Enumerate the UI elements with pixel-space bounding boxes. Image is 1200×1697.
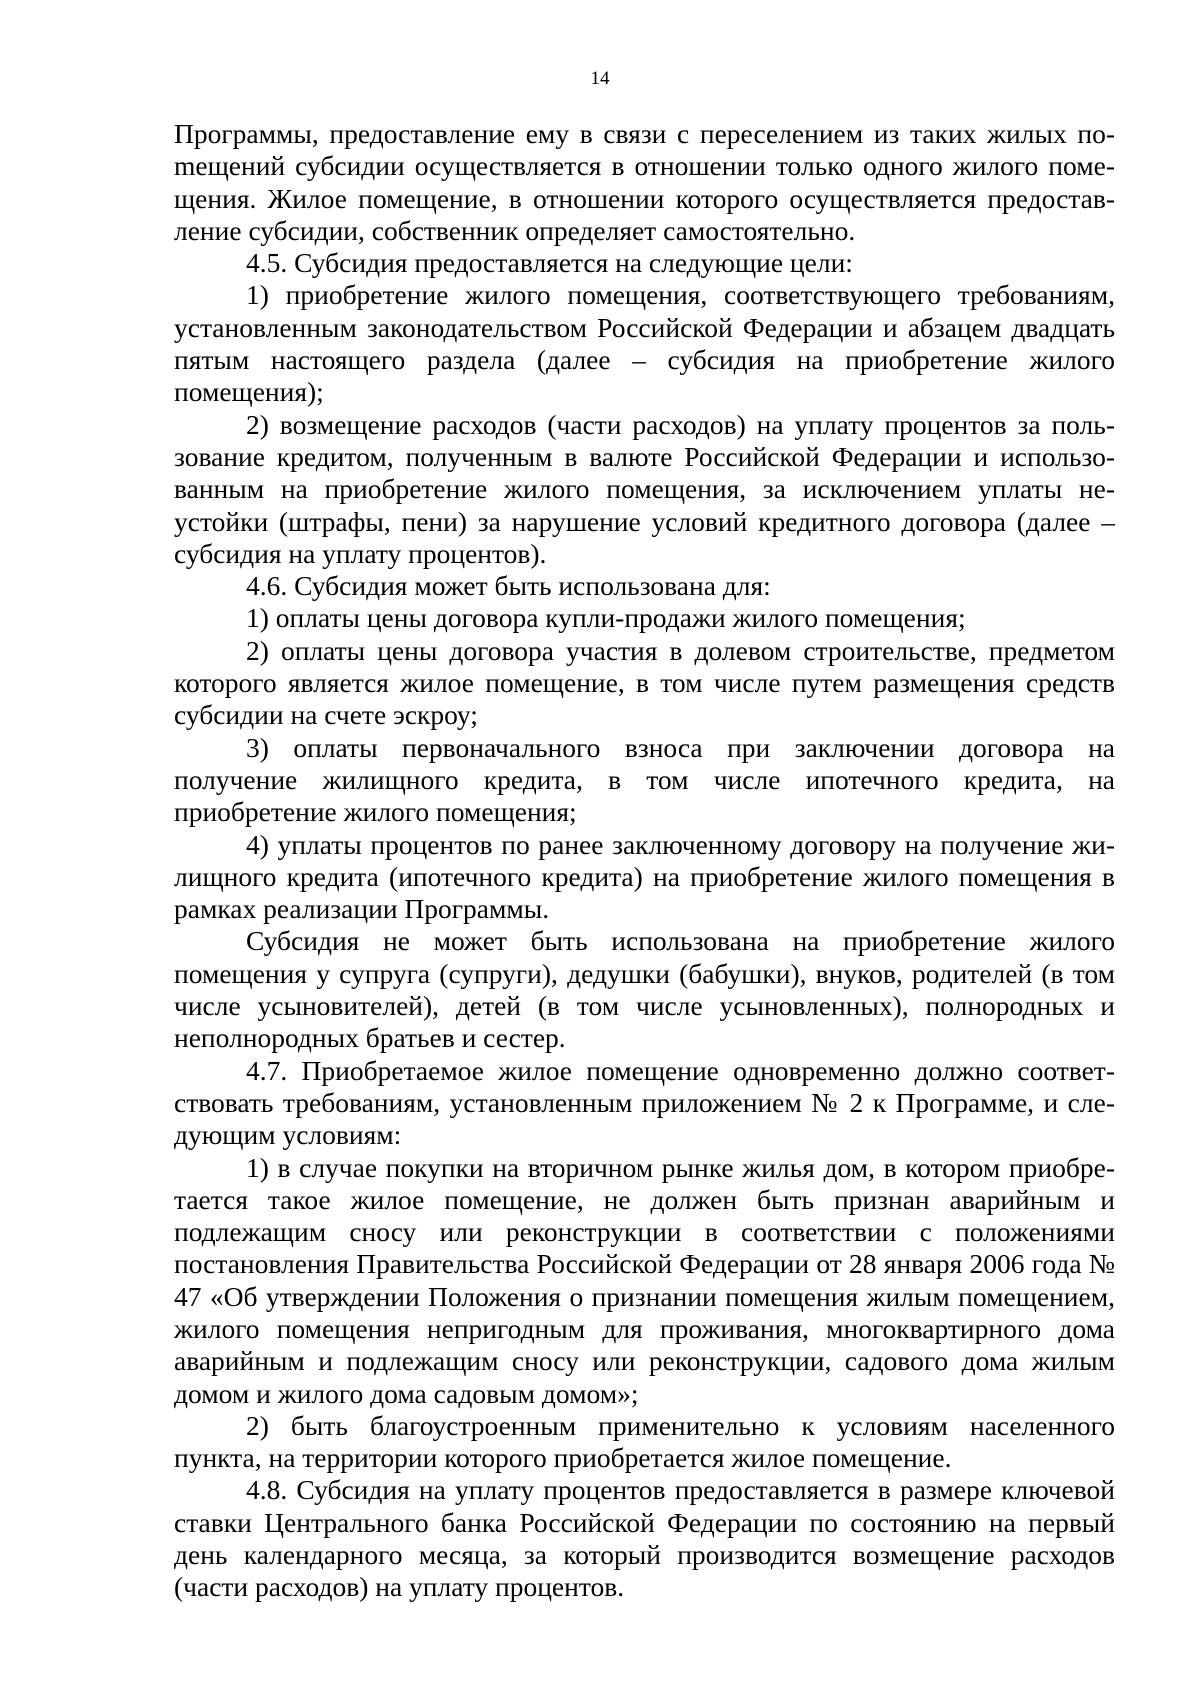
paragraph-clause-4-7: 4.7. Приобретаемое жилое помещение одновременно должно соответствовать требованиям, установленным приложением № 2 к Программе, и следующим условиям: [174, 1054, 1115, 1151]
paragraph-clause-4-7-item-1: 1) в случае покупки на вторичном рынке жилья дом, в котором приобретается такое жилое помещение, не должен быть признан аварийным и подлежащим сносу или реконструкции в соответствии с положениями постановления Правительства Российской Федерации от 28 января 2006 года № 47 «Об утверждении Положения о признании помещения жилым помещением, жилого помещения непригодным для проживания, многоквартирного дома аварийным и подлежащим сносу или реконструкции, садового дома жилым домом и жилого дома садовым домом»; [174, 1151, 1115, 1409]
document-body [174, 118, 1115, 1604]
paragraph-clause-4-5-item-1: 1) приобретение жилого помещения, соответствующего требованиям, установленным законодательством Российской Федерации и абзацем двадцать пятым настоящего раздела (далее – субсидия на приобретение жилого помещения); [174, 279, 1115, 408]
paragraph-clause-4-6-item-4: 4) уплаты процентов по ранее заключенному договору на получение жилищного кредита (ипотечного кредита) на приобретение жилого помещения в рамках реализации Программы. [174, 828, 1115, 925]
paragraph-clause-4-8: 4.8. Субсидия на уплату процентов предоставляется в размере ключевой ставки Центрального банка Российской Федерации по состоянию на первый день календарного месяца, за который производится возмещение расходов (части расходов) на уплату процентов. [174, 1474, 1115, 1603]
page-number: 14 [590, 68, 610, 89]
paragraph-clause-4-6-item-3: 3) оплаты первоначального взноса при заключении договора на получение жилищного кредита, в том числе ипотечного кредита, на приобретение жилого помещения; [174, 731, 1115, 828]
paragraph-continuation: Программы, предоставление ему в связи с переселением из таких жилых поmещений субсидии осуществляется в отношении только одного жилого помещения. Жилое помещение, в отношении которого осуществляется предоставление субсидии, собственник определяет самостоятельно. [174, 118, 1115, 246]
paragraph-clause-4-6-item-2: 2) оплаты цены договора участия в долевом строительстве, предметом которого является жилое помещение, в том числе путем размещения средств субсидии на счете эскроу; [174, 634, 1115, 731]
paragraph-clause-4-6: 4.6. Субсидия может быть использована для: [246, 570, 771, 602]
paragraph-restriction: Субсидия не может быть использована на приобретение жилого помещения у супруга (супруги), дедушки (бабушки), внуков, родителей (в том числе усыновителей), детей (в том числе усыновленных), полнородных и неполнородных братьев и сестер. [174, 925, 1115, 1054]
paragraph-clause-4-6-item-1: 1) оплаты цены договора купли-продажи жилого помещения; [246, 602, 966, 634]
paragraph-clause-4-7-item-2: 2) быть благоустроенным применительно к условиям населенного пункта, на территории которого приобретается жилое помещение. [174, 1409, 1115, 1474]
paragraph-clause-4-5: 4.5. Субсидия предоставляется на следующие цели: [246, 247, 853, 279]
paragraph-clause-4-5-item-2: 2) возмещение расходов (части расходов) на уплату процентов за пользование кредитом, полученным в валюте Российской Федерации и использованным на приобретение жилого помещения, за исключением уплаты неустойки (штрафы, пени) за нарушение условий кредитного договора (далее – субсидия на уплату процентов). [174, 408, 1115, 569]
